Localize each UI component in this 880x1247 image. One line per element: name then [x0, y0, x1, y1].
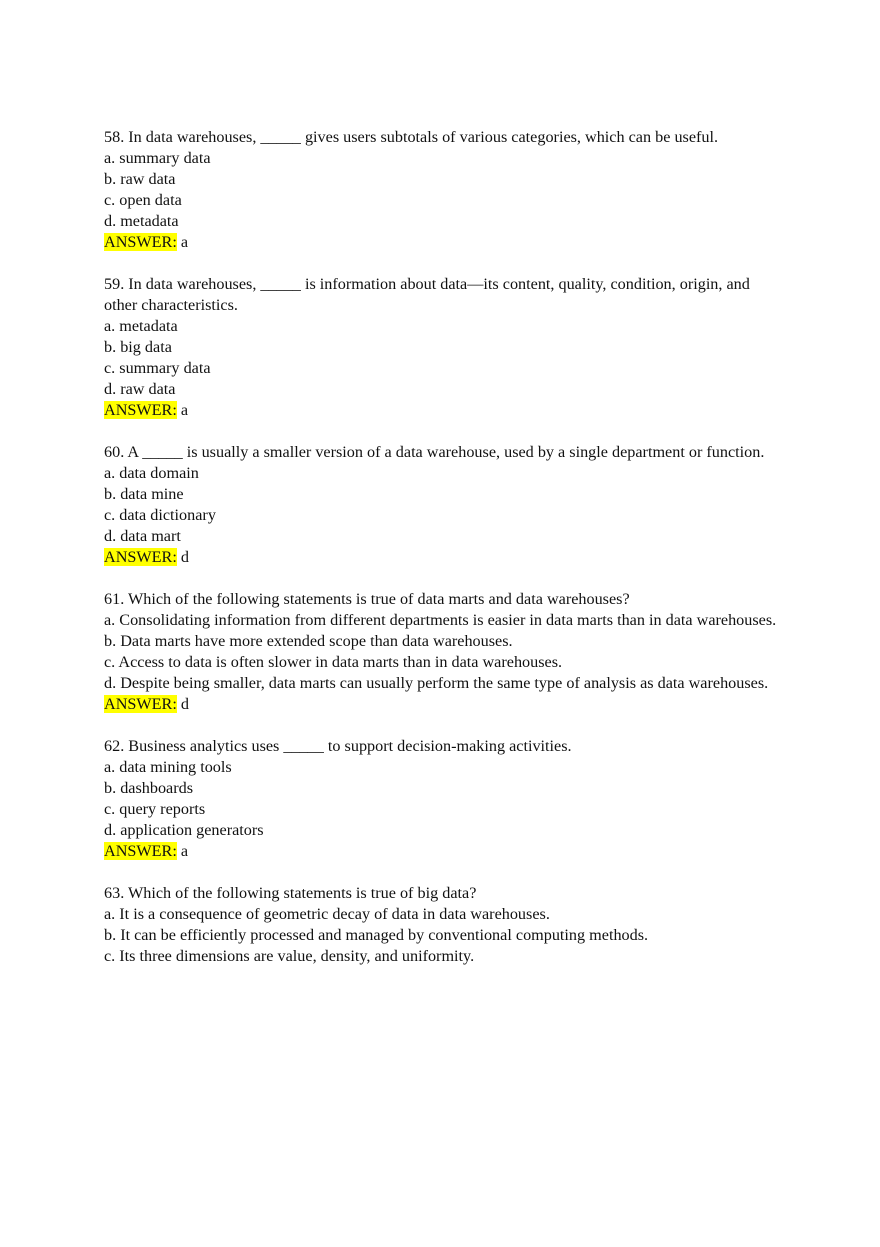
option-b: b. big data	[104, 338, 172, 356]
answer-value: d	[176, 695, 189, 713]
option-c: c. open data	[104, 191, 182, 209]
question-stem: 62. Business analytics uses _____ to support decision-making activities.	[104, 737, 572, 755]
option-d: d. metadata	[104, 212, 179, 230]
option-b: b. data mine	[104, 485, 184, 503]
option-b: b. raw data	[104, 170, 176, 188]
answer-value: a	[176, 233, 189, 251]
answer-label: ANSWER:	[104, 548, 177, 566]
option-d: d. application generators	[104, 821, 264, 839]
question-stem: 61. Which of the following statements is true of data marts and data warehouses?	[104, 590, 630, 608]
option-d: d. raw data	[104, 380, 176, 398]
option-b: b. Data marts have more extended scope than data warehouses.	[104, 632, 513, 650]
answer-value: d	[176, 548, 189, 566]
answer-line	[104, 400, 784, 421]
question-stem: 60. A _____ is usually a smaller version of a data warehouse, used by a single department or function.	[104, 443, 765, 461]
answer-line	[104, 841, 784, 862]
option-d: d. Despite being smaller, data marts can usually perform the same type of analysis as data warehouses.	[104, 674, 769, 692]
option-a: a. data domain	[104, 464, 199, 482]
answer-label: ANSWER:	[104, 401, 177, 419]
option-a: a. summary data	[104, 149, 211, 167]
document-page	[104, 127, 784, 988]
question-stem: 58. In data warehouses, _____ gives users subtotals of various categories, which can be useful.	[104, 128, 719, 146]
answer-value: a	[176, 401, 189, 419]
option-a: a. data mining tools	[104, 758, 232, 776]
option-c: c. data dictionary	[104, 506, 216, 524]
question-stem: 59. In data warehouses, _____ is information about data—its content, quality, condition, origin, and other characteristics.	[104, 275, 750, 314]
option-c: c. Its three dimensions are value, density, and uniformity.	[104, 947, 475, 965]
answer-value: a	[176, 842, 189, 860]
option-b: b. dashboards	[104, 779, 194, 797]
option-b: b. It can be efficiently processed and managed by conventional computing methods.	[104, 926, 649, 944]
answer-label: ANSWER:	[104, 695, 177, 713]
question-60	[104, 442, 784, 568]
question-58	[104, 127, 784, 253]
answer-line	[104, 232, 784, 253]
answer-label: ANSWER:	[104, 233, 177, 251]
option-a: a. metadata	[104, 317, 178, 335]
question-63	[104, 883, 784, 967]
question-stem: 63. Which of the following statements is true of big data?	[104, 884, 477, 902]
answer-label: ANSWER:	[104, 842, 177, 860]
option-c: c. Access to data is often slower in data marts than in data warehouses.	[104, 653, 563, 671]
question-61	[104, 589, 784, 715]
option-c: c. summary data	[104, 359, 211, 377]
option-c: c. query reports	[104, 800, 206, 818]
question-59	[104, 274, 784, 421]
question-62	[104, 736, 784, 862]
option-a: a. Consolidating information from different departments is easier in data marts than in data warehouses.	[104, 611, 777, 629]
answer-line	[104, 694, 784, 715]
option-a: a. It is a consequence of geometric decay of data in data warehouses.	[104, 905, 550, 923]
option-d: d. data mart	[104, 527, 181, 545]
answer-line	[104, 547, 784, 568]
